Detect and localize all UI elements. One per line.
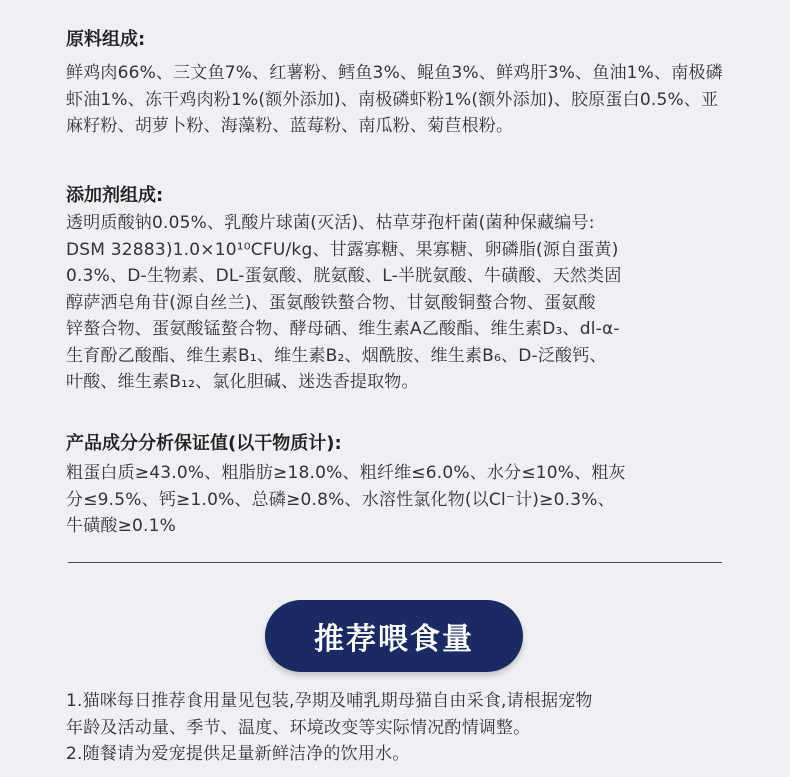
additives-section: [66, 184, 730, 396]
ingredients-heading: 原料组成:: [66, 29, 146, 50]
ingredients-section: [66, 28, 730, 140]
analysis-section: [66, 432, 730, 540]
additives-line: 醇萨洒皂角苷(源自丝兰)、蛋氨酸铁螯合物、甘氨酸铜螯合物、蛋氨酸: [66, 292, 596, 313]
feeding-title: 推荐喂食量: [314, 622, 474, 657]
additives-line: 0.3%、D-生物素、DL-蛋氨酸、胱氨酸、L-半胱氨酸、牛磺酸、天然类固: [66, 266, 622, 286]
additives-line: 锌螯合物、蛋氨酸锰螯合物、酵母硒、维生素A乙酸酯、维生素D₃、dl-α-: [66, 319, 620, 339]
feeding-section: [66, 688, 730, 768]
analysis-line: 牛磺酸≥0.1%: [66, 516, 177, 536]
ingredients-text: 鲜鸡肉66%、三文鱼7%、红薯粉、鳕鱼3%、鲲鱼3%、鲜鸡肝3%、鱼油1%、南极磷虾油1%、冻干鸡肉粉1%(额外添加)、南极磷虾粉1%(额外添加)、胶原蛋白0.5%、亚麻籽粉、胡萝卜粉、海藻粉、蓝莓粉、南瓜粉、菊苣根粉。: [66, 63, 723, 136]
analysis-line: 分≤9.5%、钙≥1.0%、总磷≥0.8%、水溶性氯化物(以Cl⁻计)≥0.3%、: [66, 489, 615, 510]
additives-line: 叶酸、维生素B₁₂、氯化胆碱、迷迭香提取物。: [66, 372, 419, 392]
feeding-title-badge: [265, 600, 523, 672]
section-divider: [68, 562, 722, 563]
analysis-heading: 产品成分分析保证值(以干物质计):: [66, 433, 342, 454]
additives-heading: 添加剂组成:: [66, 185, 164, 206]
additives-line: DSM 32883)1.0×10¹⁰CFU/kg、甘露寡糖、果寡糖、卵磷脂(源自蛋黄): [66, 239, 619, 260]
feeding-line: 年龄及活动量、季节、温度、环境改变等实际情况酌情调整。: [66, 717, 531, 738]
feeding-line: 2.随餐请为爱宠提供足量新鲜洁净的饮用水。: [66, 744, 410, 764]
analysis-line: 粗蛋白质≥43.0%、粗脂肪≥18.0%、粗纤维≤6.0%、水分≤10%、粗灰: [66, 463, 626, 483]
additives-line: 生育酚乙酸酯、维生素B₁、维生素B₂、烟酰胺、维生素B₆、D-泛酸钙、: [66, 345, 607, 366]
feeding-line: 1.猫咪每日推荐食用量见包装,孕期及哺乳期母猫自由采食,请根据宠物: [66, 691, 593, 711]
additives-line: 透明质酸钠0.05%、乳酸片球菌(灭活)、枯草芽孢杆菌(菌种保藏编号:: [66, 213, 595, 233]
